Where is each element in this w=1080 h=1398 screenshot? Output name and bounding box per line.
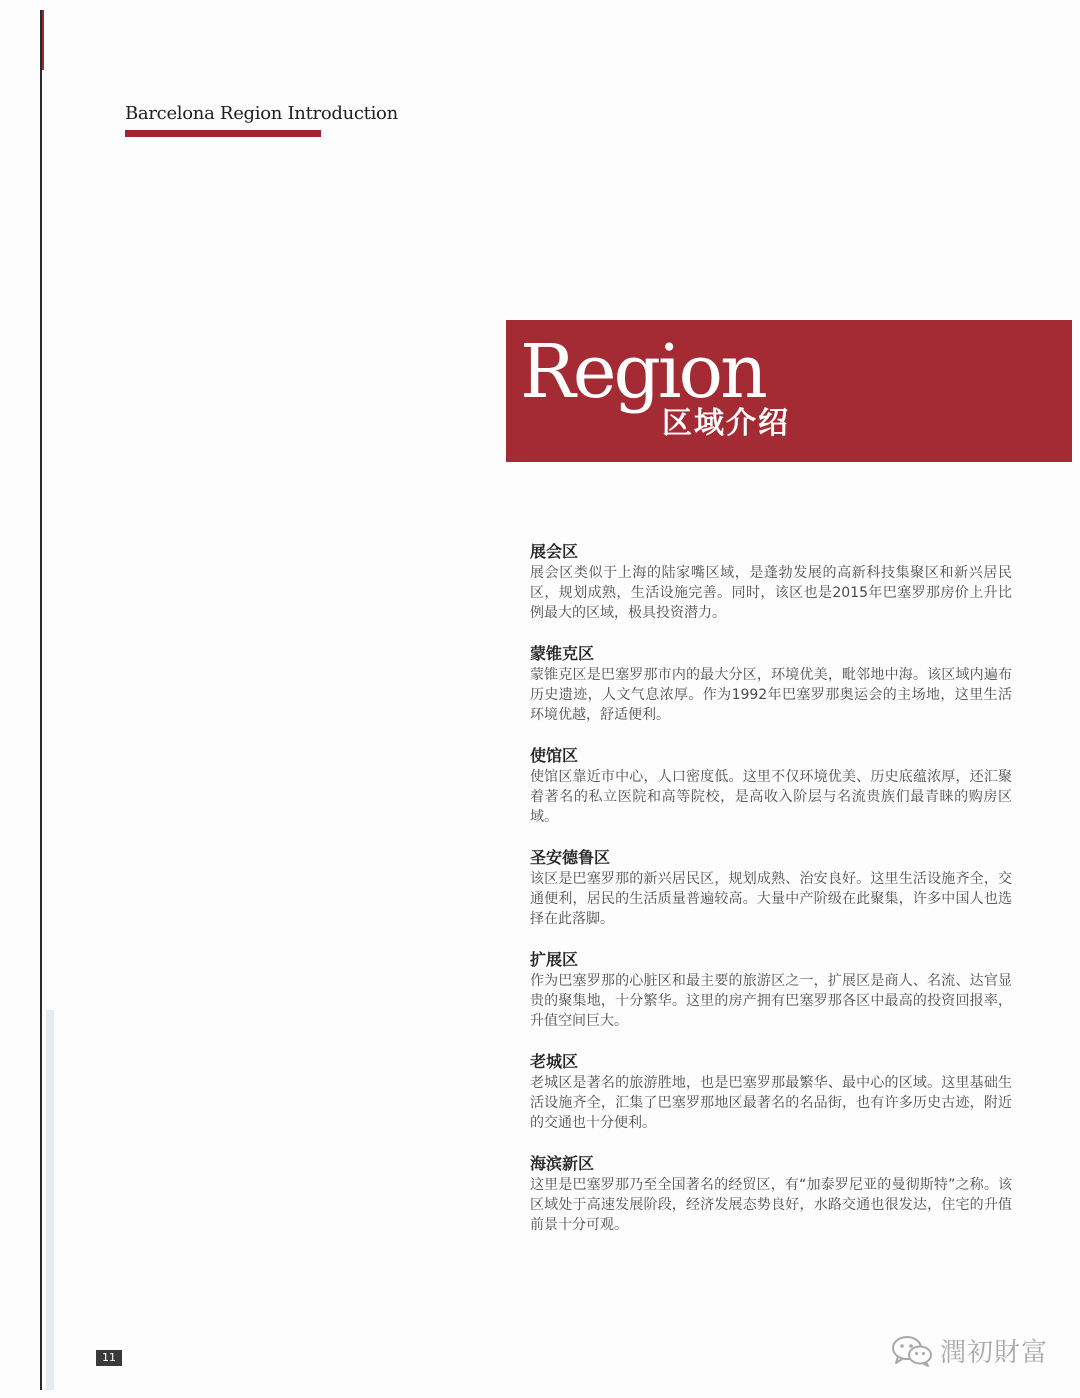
region-section-seaside xyxy=(530,1153,1012,1255)
banner-title-cn: 区域介绍 xyxy=(662,406,790,441)
page-spine-line xyxy=(40,10,42,1390)
wechat-icon xyxy=(890,1334,934,1368)
section-body: 作为巴塞罗那的心脏区和最主要的旅游区之一，扩展区是商人、名流、达官显贵的聚集地，十分繁华。这里的房产拥有巴塞罗那各区中最高的投资回报率，升值空间巨大。 xyxy=(530,973,1012,1029)
banner-title-en: Region xyxy=(520,329,765,415)
section-body: 使馆区靠近市中心，人口密度低。这里不仅环境优美、历史底蕴浓厚，还汇聚着著名的私立医院和高等院校，是高收入阶层与名流贵族们最青睐的购房区域。 xyxy=(530,769,1012,825)
section-body: 这里是巴塞罗那乃至全国著名的经贸区，有“加泰罗尼亚的曼彻斯特”之称。该区域处于高速发展阶段，经济发展态势良好，水路交通也很发达，住宅的升值前景十分可观。 xyxy=(530,1177,1012,1233)
page-number: 11 xyxy=(96,1350,122,1366)
header-underline xyxy=(125,130,321,137)
watermark xyxy=(890,1332,1048,1369)
section-body: 老城区是著名的旅游胜地，也是巴塞罗那最繁华、最中心的区域。这里基础生活设施齐全，汇集了巴塞罗那地区最著名的名品街，也有许多历史古迹，附近的交通也十分便利。 xyxy=(530,1075,1012,1131)
watermark-text: 潤初財富 xyxy=(940,1338,1049,1368)
page-edge-shadow xyxy=(46,1010,54,1390)
section-title: 海滨新区 xyxy=(530,1154,595,1173)
region-section-montjuic xyxy=(530,643,1012,745)
section-body: 该区是巴塞罗那的新兴居民区，规划成熟、治安良好。这里生活设施齐全，交通便利，居民的生活质量普遍较高。大量中产阶级在此聚集，许多中国人也选择在此落脚。 xyxy=(530,871,1012,927)
section-title: 使馆区 xyxy=(530,746,579,765)
section-title: 展会区 xyxy=(530,542,579,561)
region-list xyxy=(530,541,1012,1255)
region-section-eixample xyxy=(530,949,1012,1051)
region-section-sant-andreu xyxy=(530,847,1012,949)
section-title: 扩展区 xyxy=(530,950,579,969)
region-section-exhibition xyxy=(530,541,1012,643)
section-title: 老城区 xyxy=(530,1052,579,1071)
section-body: 展会区类似于上海的陆家嘴区域，是蓬勃发展的高新科技集聚区和新兴居民区，规划成熟，生活设施完善。同时，该区也是2015年巴塞罗那房价上升比例最大的区域，极具投资潜力。 xyxy=(530,565,1012,621)
section-body: 蒙锥克区是巴塞罗那市内的最大分区，环境优美，毗邻地中海。该区域内遍布历史遗迹，人文气息浓厚。作为1992年巴塞罗那奥运会的主场地，这里生活环境优越，舒适便利。 xyxy=(530,667,1012,723)
page-spine-accent xyxy=(42,10,44,70)
region-banner xyxy=(506,320,1072,462)
region-section-old-town xyxy=(530,1051,1012,1153)
running-header: Barcelona Region Introduction xyxy=(125,103,398,124)
region-section-embassy xyxy=(530,745,1012,847)
section-title: 圣安德鲁区 xyxy=(530,848,611,867)
section-title: 蒙锥克区 xyxy=(530,644,595,663)
